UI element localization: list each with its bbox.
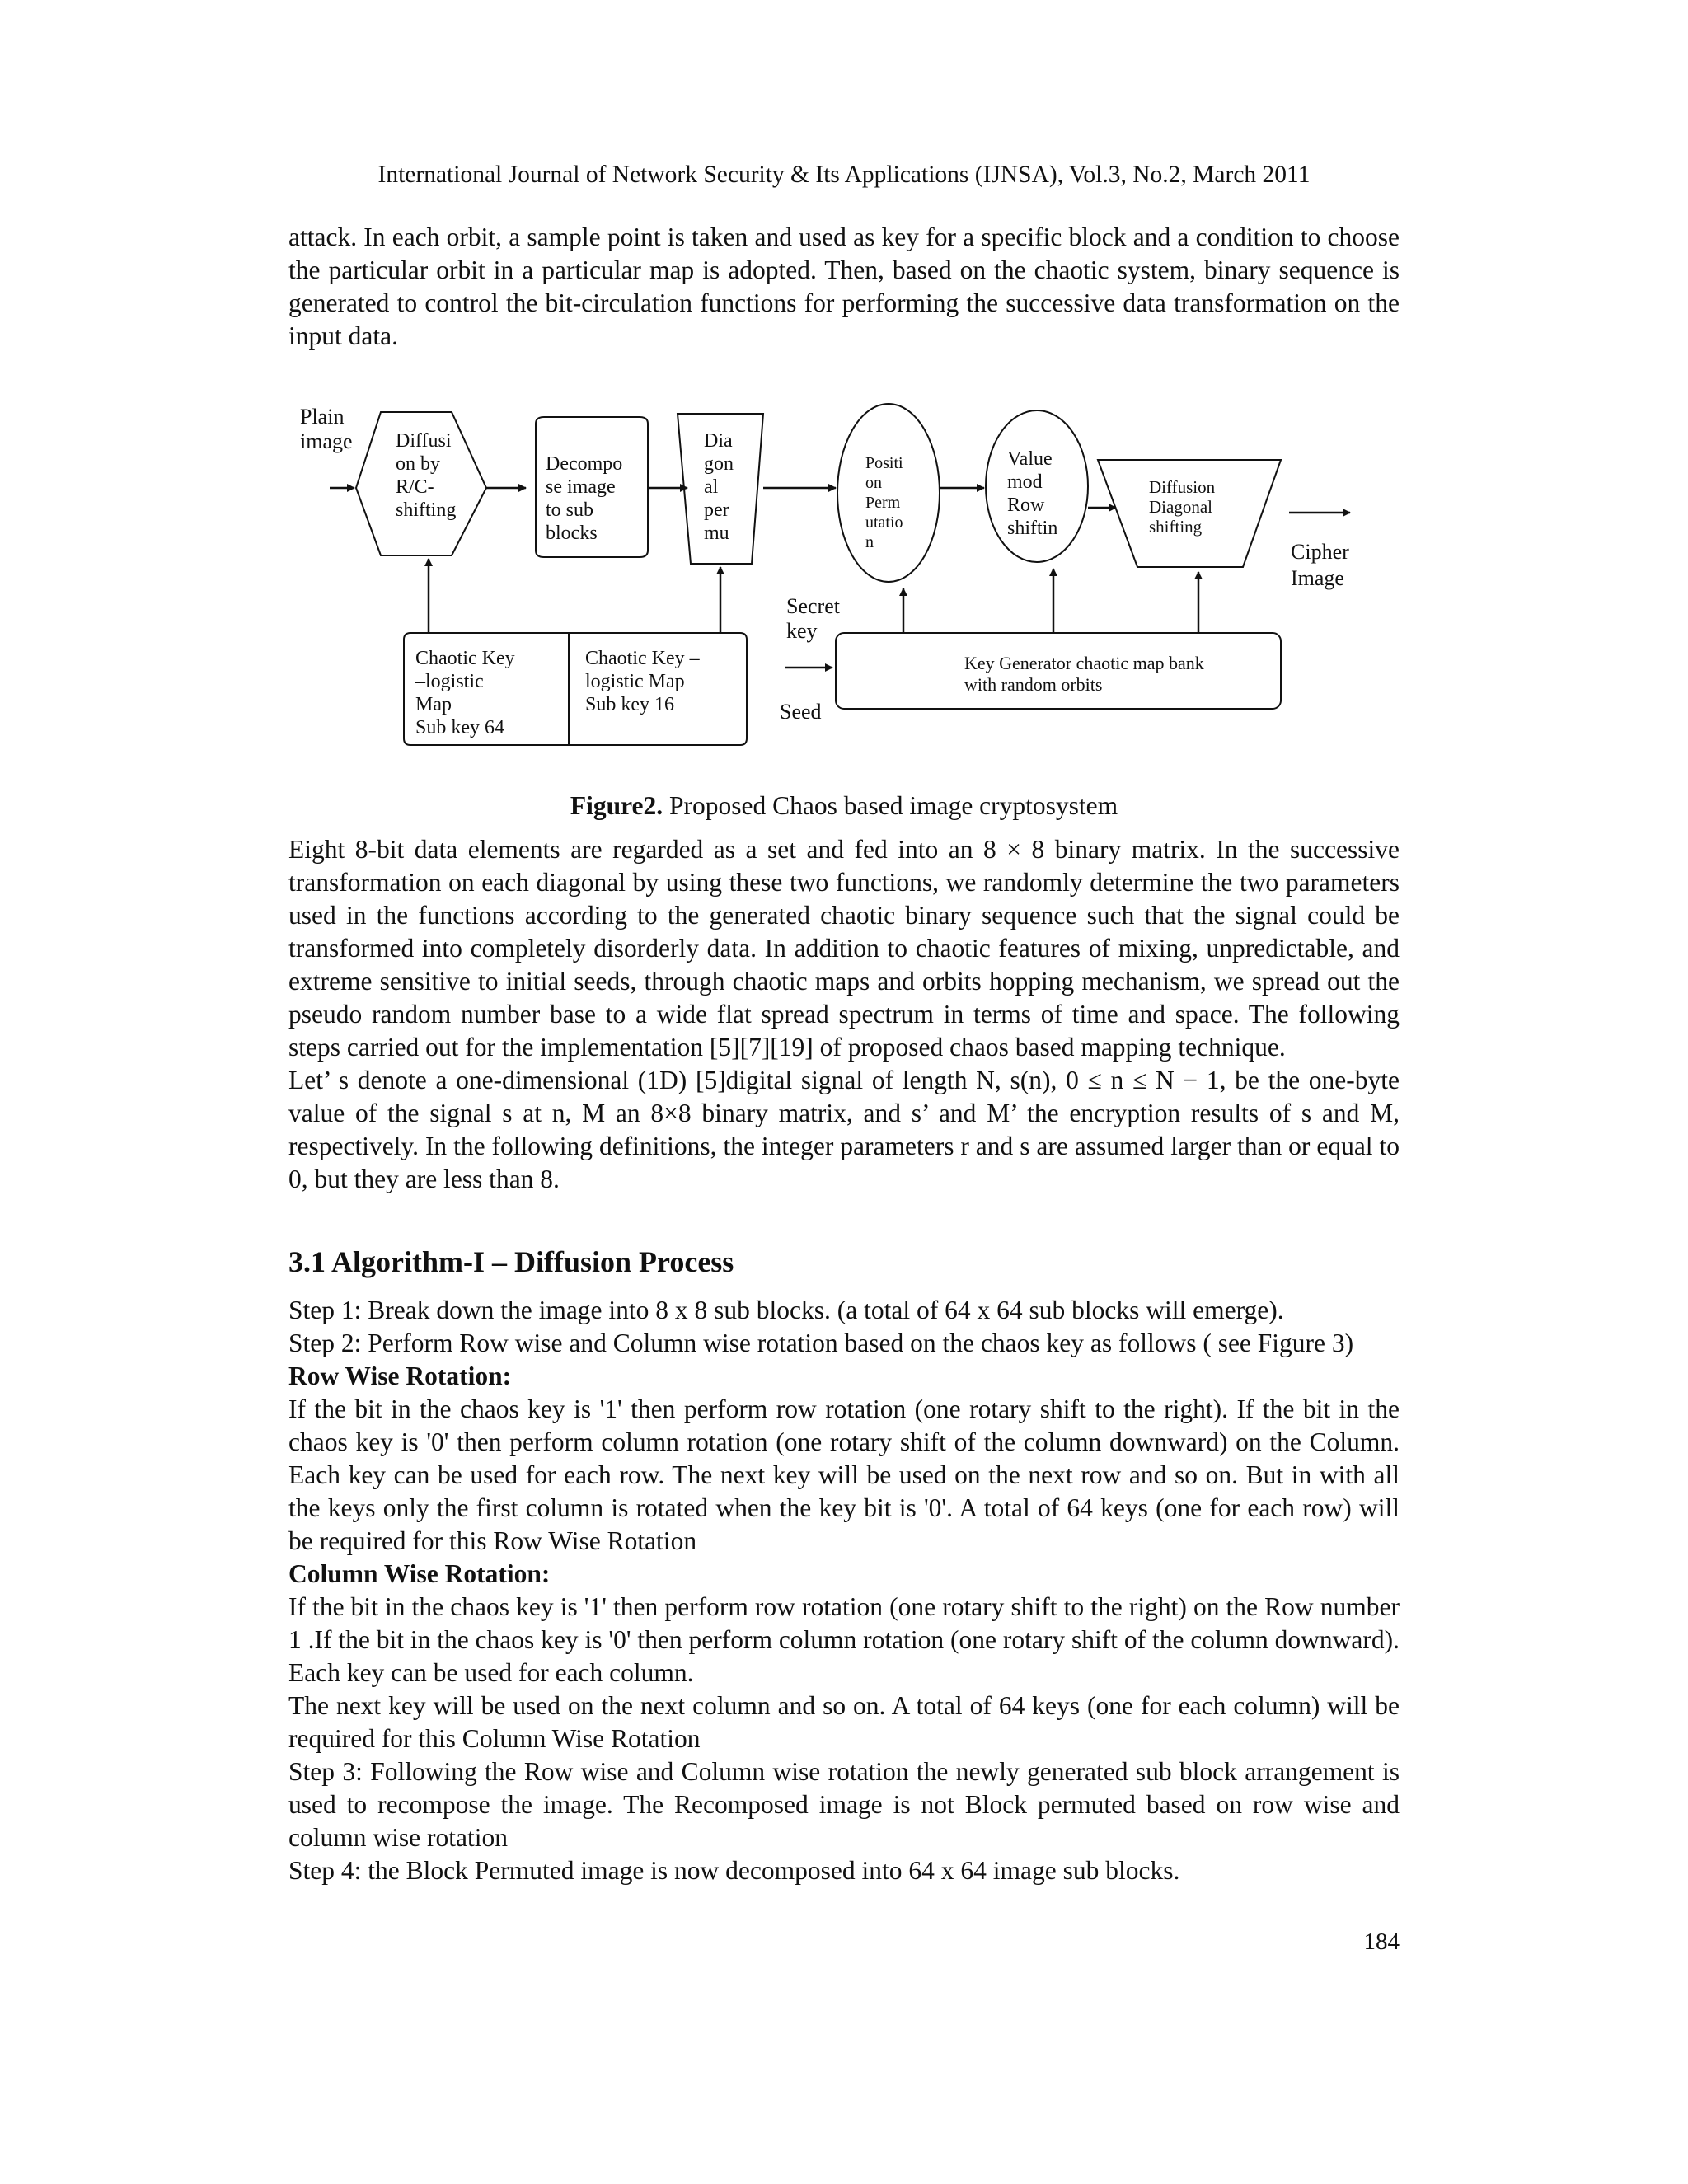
position-permutation-block [837, 404, 940, 582]
decompose-label [546, 453, 622, 544]
paragraph-eight-bit: Eight 8-bit data elements are regarded as a set and fed into an 8 × 8 binary matrix. In the successive transformation on each diagonal by using these two functions, we randomly determine the two parameters used in the functions according to the generated chaotic binary sequence such that the signal could be transformed into completely disorderly data. In addition to chaotic features of mixing, unpredictable, and extreme sensitive to initial seeds, through chaotic maps and orbits hopping mechanism, we spread out the pseudo random number base to a wide flat spread spectrum in terms of time and space. The following steps carried out for the implementation [5][7][19] of proposed chaos based mapping technique. [288, 835, 1400, 1062]
column-wise-text-2: The next key will be used on the next column and so on. A total of 64 keys (one for each column) will be required for this Column Wise Rotation [288, 1691, 1400, 1753]
svg-text:mu: mu [704, 523, 729, 544]
step-3: Step 3: Following the Row wise and Column wise rotation the newly generated sub block arrangement is used to recompose the image. The Recomposed image is not Block permuted based on row wise and column wise rotation [288, 1757, 1400, 1852]
svg-text:se image: se image [546, 476, 616, 498]
svg-text:Row: Row [1007, 494, 1045, 516]
svg-text:gon: gon [704, 453, 734, 475]
chaotic-key-16-label [585, 648, 701, 715]
svg-text:Chaotic Key: Chaotic Key [415, 648, 515, 669]
svg-text:Cipher: Cipher [1291, 540, 1349, 564]
body-section-1 [288, 833, 1400, 1196]
svg-text:shifting: shifting [1149, 517, 1203, 537]
svg-text:logistic Map: logistic Map [585, 671, 685, 692]
column-wise-text: If the bit in the chaos key is '1' then perform row rotation (one rotary shift to the right) on the Row number 1 .If the bit in the chaos key is '0' then perform column rotation (one rotary shift of the column downward). Each key can be used for each column. [288, 1592, 1400, 1687]
diffusion-rc-label [396, 430, 456, 521]
step-2: Step 2: Perform Row wise and Column wise rotation based on the chaos key as follows ( see Figure 3) [288, 1329, 1354, 1357]
svg-text:with random orbits: with random orbits [964, 674, 1103, 695]
svg-text:Secret: Secret [786, 594, 840, 618]
svg-text:al: al [704, 476, 719, 498]
column-wise-heading: Column Wise Rotation: [288, 1559, 551, 1588]
row-wise-heading: Row Wise Rotation: [288, 1361, 512, 1390]
section-heading: 3.1 Algorithm-I – Diffusion Process [288, 1245, 734, 1278]
svg-text:–logistic: –logistic [415, 671, 484, 692]
svg-text:on by: on by [396, 453, 440, 475]
svg-text:image: image [300, 429, 353, 453]
diagonal-permutation-label [704, 430, 734, 544]
svg-text:Decompo: Decompo [546, 453, 623, 475]
svg-text:Diffusi: Diffusi [396, 430, 452, 452]
step-4: Step 4: the Block Permuted image is now decomposed into 64 x 64 image sub blocks. [288, 1856, 1180, 1885]
caption-label: Figure2. [570, 791, 663, 820]
svg-text:n: n [865, 533, 874, 551]
position-permutation-label [865, 454, 903, 551]
key-generator-label [964, 653, 1204, 695]
body-section-2 [288, 1294, 1400, 1887]
svg-text:Diffusion: Diffusion [1149, 477, 1216, 497]
svg-text:Map: Map [415, 694, 452, 715]
intro-paragraph [288, 221, 1400, 353]
svg-text:blocks: blocks [546, 523, 598, 544]
plain-image-label [300, 405, 353, 453]
svg-text:Sub key 64: Sub key 64 [415, 717, 504, 738]
row-wise-text: If the bit in the chaos key is '1' then perform row rotation (one rotary shift to the right). If the bit in the chaos key is '0' then perform column rotation (one rotary shift of the column downward) on the Column. Each key can be used for each row. The next key will be used on the next row and so on. But in with all the keys only the first column is rotated when the key bit is '0'. A total of 64 keys (one for each row) will be required for this Row Wise Rotation [288, 1394, 1400, 1555]
svg-text:Perm: Perm [865, 494, 901, 512]
svg-text:per: per [704, 499, 729, 521]
svg-text:utatio: utatio [865, 513, 903, 532]
running-header: International Journal of Network Security & Its Applications (IJNSA), Vol.3, No.2, March 2011 [377, 162, 1311, 188]
cryptosystem-diagram [288, 396, 1400, 758]
step-1: Step 1: Break down the image into 8 x 8 sub blocks. (a total of 64 x 64 sub blocks will emerge). [288, 1296, 1284, 1324]
svg-text:Plain: Plain [300, 405, 345, 429]
svg-text:Positi: Positi [865, 454, 903, 472]
secret-key-label [786, 594, 841, 643]
svg-text:Sub key 16: Sub key 16 [585, 694, 674, 715]
svg-text:shifting: shifting [396, 499, 457, 521]
cipher-image-label [1291, 540, 1349, 590]
svg-text:on: on [865, 474, 882, 492]
value-mod-label [1007, 448, 1057, 539]
diffusion-diagonal-label [1149, 477, 1216, 537]
caption-text: Proposed Chaos based image cryptosystem [663, 791, 1118, 820]
svg-text:Key Generator chaotic map bank: Key Generator chaotic map bank [964, 653, 1204, 673]
svg-text:R/C-: R/C- [396, 476, 434, 498]
svg-text:Dia: Dia [704, 430, 733, 452]
page-number: 184 [1363, 1929, 1400, 1955]
svg-text:to sub: to sub [546, 499, 594, 521]
seed-label: Seed [780, 700, 822, 724]
svg-text:shiftin: shiftin [1007, 518, 1058, 539]
svg-text:key: key [786, 619, 818, 643]
svg-text:Value: Value [1007, 448, 1053, 470]
svg-text:Chaotic Key –: Chaotic Key – [585, 648, 700, 669]
chaotic-key-64-label [415, 648, 515, 738]
svg-text:Image: Image [1291, 566, 1344, 590]
intro-text: attack. In each orbit, a sample point is taken and used as key for a specific block and a condition to choose the particular orbit in a particular map is adopted. Then, based on the chaotic system, binary sequence is generated to control the bit-circulation functions for performing the successive data transformation on the input data. [288, 223, 1400, 350]
figure-caption [288, 791, 1400, 821]
paragraph-signal-definition: Let’ s denote a one-dimensional (1D) [5]digital signal of length N, s(n), 0 ≤ n ≤ N − 1, be the one-byte value of the signal s at n, M an 8×8 binary matrix, and s’ and M’ the encryption results of s and M, respectively. In the following definitions, the integer parameters r and s are assumed larger than or equal to 0, but they are less than 8. [288, 1066, 1400, 1193]
svg-text:Diagonal: Diagonal [1149, 497, 1212, 517]
svg-text:mod: mod [1007, 471, 1043, 493]
